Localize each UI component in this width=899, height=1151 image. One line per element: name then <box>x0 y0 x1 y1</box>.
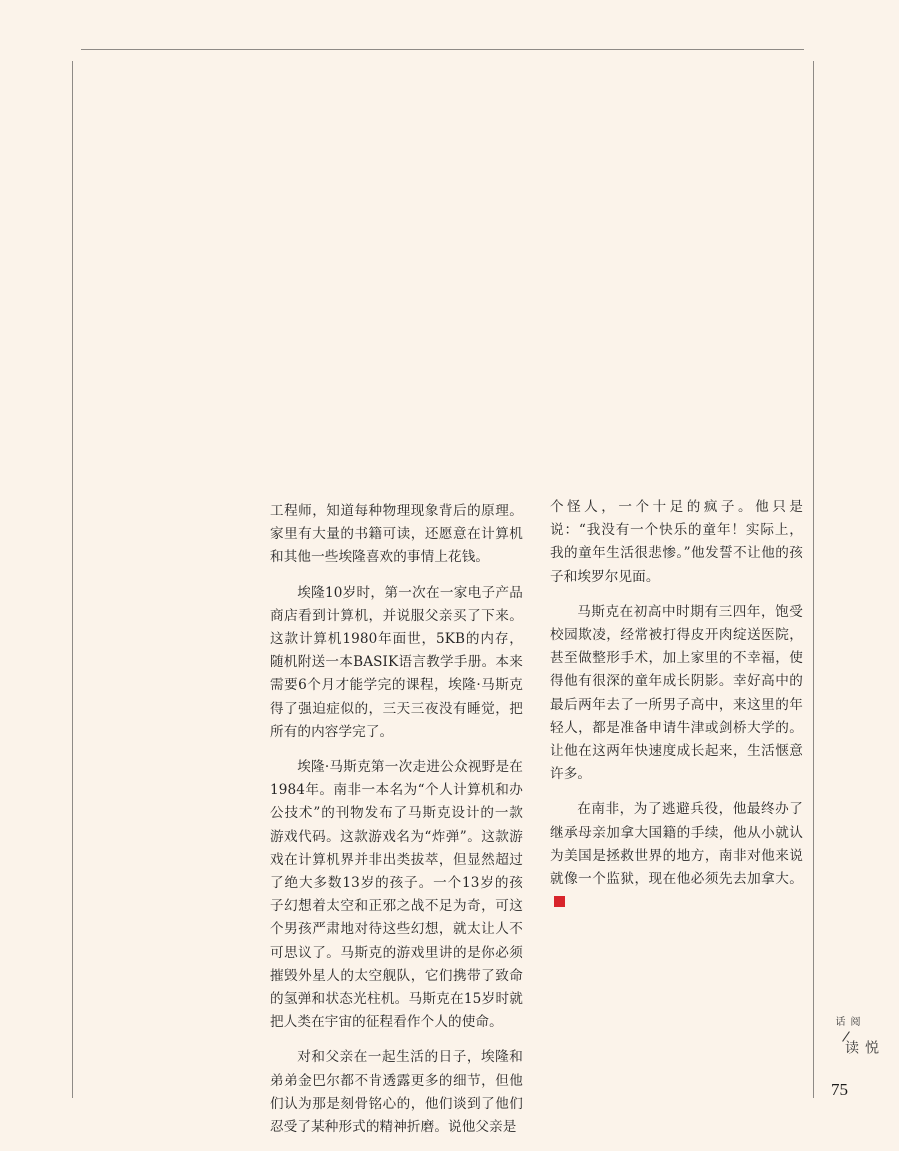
page-number: 75 <box>831 1080 848 1099</box>
top-rule <box>81 49 804 50</box>
end-of-article-mark <box>554 896 565 907</box>
left-margin-rule <box>72 61 73 1098</box>
paragraph: 个怪人，一个十足的疯子。他只是说：“我没有一个快乐的童年！实际上，我的童年生活很悲惨。”他发誓不让他的孩子和埃罗尔见面。 <box>550 499 803 585</box>
paragraph: 工程师，知道每种物理现象背后的原理。家里有大量的书籍可读，还愿意在计算机和其他一些埃隆喜欢的事情上花钱。 <box>270 503 523 566</box>
paragraph: 对和父亲在一起生活的日子，埃隆和弟弟金巴尔都不肯透露更多的细节，但他们认为那是刻骨铭心的，他们谈到了他们忍受了某种形式的精神折磨。说他父亲是 <box>270 1049 523 1136</box>
paragraph-text: 在南非，为了逃避兵役，他最终办了继承母亲加拿大国籍的手续，他从小就认为美国是拯救世界的地方，南非对他来说就像一个监狱，现在他必须先去加拿大。 <box>550 801 803 888</box>
paragraph: 马斯克在初高中时期有三四年，饱受校园欺凌，经常被打得皮开肉绽送医院，甚至做整形手术，加上家里的不幸福，使得他有很深的童年成长阴影。幸好高中的最后两年去了一所男子高中，来这里的年轻人，都是准备申请牛津或剑桥大学的。让他在这两年快速度成长起来，生活惬意许多。 <box>550 603 803 783</box>
paragraph: 埃隆·马斯克第一次走进公众视野是在1984年。南非一本名为“个人计算机和办公技术”的刊物发布了马斯克设计的一款游戏代码。这款游戏名为“炸弹”。这款游戏在计算机界并非出类拔萃，但显然超过了绝大多数13岁的孩子。一个13岁的孩子幻想着太空和正邪之战不足为奇，可这个男孩严肃地对待这些幻想，就太让人不可思议了。马斯克的游戏里讲的是你必须摧毁外星人的太空舰队，它们携带了致命的氢弹和状态光柱机。马斯克在15岁时就把人类在宇宙的征程看作个人的使命。 <box>270 759 523 1031</box>
paragraph: 埃隆10岁时，第一次在一家电子产品商店看到计算机，并说服父亲买了下来。这款计算机1980年面世，5KB的内存，随机附送一本BASIK语言教学手册。本来需要6个月才能学完的课程，埃隆·马斯克得了强迫症似的，三天三夜没有睡觉，把所有的内容学完了。 <box>270 584 523 740</box>
paragraph <box>550 798 803 914</box>
section-label-large: 悦读 <box>843 1040 879 1056</box>
section-label-small: 阅话 <box>833 1016 859 1027</box>
right-text-column <box>550 496 803 926</box>
left-text-column <box>270 500 523 1151</box>
right-margin-rule <box>813 61 814 1098</box>
